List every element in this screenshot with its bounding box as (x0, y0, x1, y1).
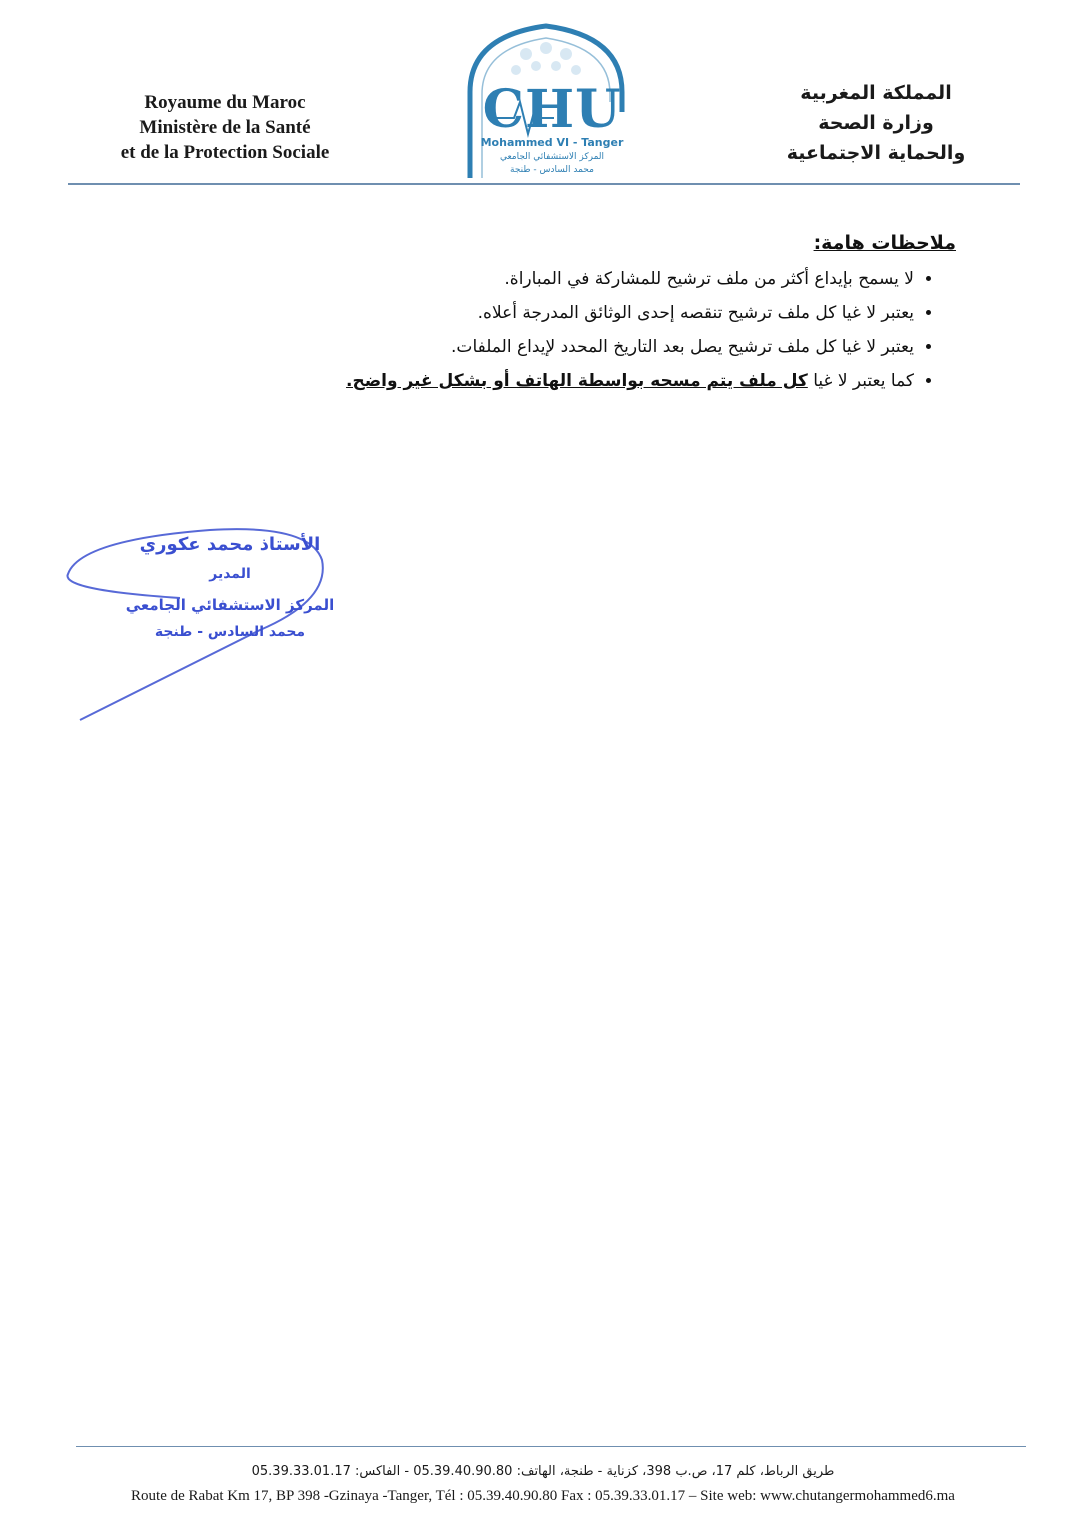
header-ar-line-3: والحماية الاجتماعية (786, 142, 966, 164)
logo-title: CHU (482, 79, 622, 140)
header-fr-line-2: Ministère de la Santé (139, 117, 311, 138)
footer-address-french: Route de Rabat Km 17, BP 398 -Gzinaya -Tanger, Tél : 05.39.40.90.80 Fax : 05.39.33.01.17 – Site web: www.chutangermohammed6.ma (131, 1488, 955, 1504)
note-item-4 (274, 364, 914, 398)
logo-subtitle: Mohammed VI - Tanger (480, 136, 624, 149)
note-item-1: • لا يسمح بإيداع أكثر من ملف ترشيح للمشاركة في المباراة. (274, 262, 914, 296)
notes-list (274, 262, 936, 398)
footer-divider (76, 1446, 1026, 1447)
logo-arabic-line-2: محمد السادس - طنجة (510, 165, 594, 175)
logo-arabic-line-1: المركز الاستشفائي الجامعي (499, 152, 605, 162)
stamp-line-4: محمد السادس - طنجة (154, 624, 306, 640)
stamp-line-2: المدير (209, 566, 251, 582)
stamp-line-1: الأستاذ محمد عكوري (139, 534, 321, 555)
header-ar-line-1: المملكة المغربية (800, 82, 952, 104)
header-ar-line-2: وزارة الصحة (818, 112, 934, 134)
note-item-2: • يعتبر لا غيا كل ملف ترشيح تنقصه إحدى الوثائق المدرجة أعلاه. (274, 296, 914, 330)
chu-logo (456, 22, 636, 182)
signature-stamp (60, 520, 390, 740)
header-fr-line-1: Royaume du Maroc (144, 92, 306, 113)
stamp-line-3: المركز الاستشفائي الجامعي (125, 596, 335, 614)
header-arabic-block (766, 78, 986, 168)
note-item-4-emphasis: كل ملف يتم مسحه بواسطة الهاتف أو بشكل غير واضح. (346, 371, 808, 391)
note-item-3: • يعتبر لا غيا كل ملف ترشيح يصل بعد التاريخ المحدد لإيداع الملفات. (274, 330, 914, 364)
header-fr-line-3: et de la Protection Sociale (120, 142, 330, 163)
footer-address-arabic: طريق الرباط، كلم 17، ص.ب 398، كزناية - طنجة، الهاتف: 05.39.40.90.80 - الفاكس: 05.39.33.01.17 (251, 1464, 835, 1479)
header-divider (68, 183, 1020, 185)
notes-title: ملاحظات هامة: (813, 232, 956, 254)
note-item-4-prefix: كما يعتبر لا غيا (807, 371, 914, 391)
header-french-block (60, 90, 390, 165)
